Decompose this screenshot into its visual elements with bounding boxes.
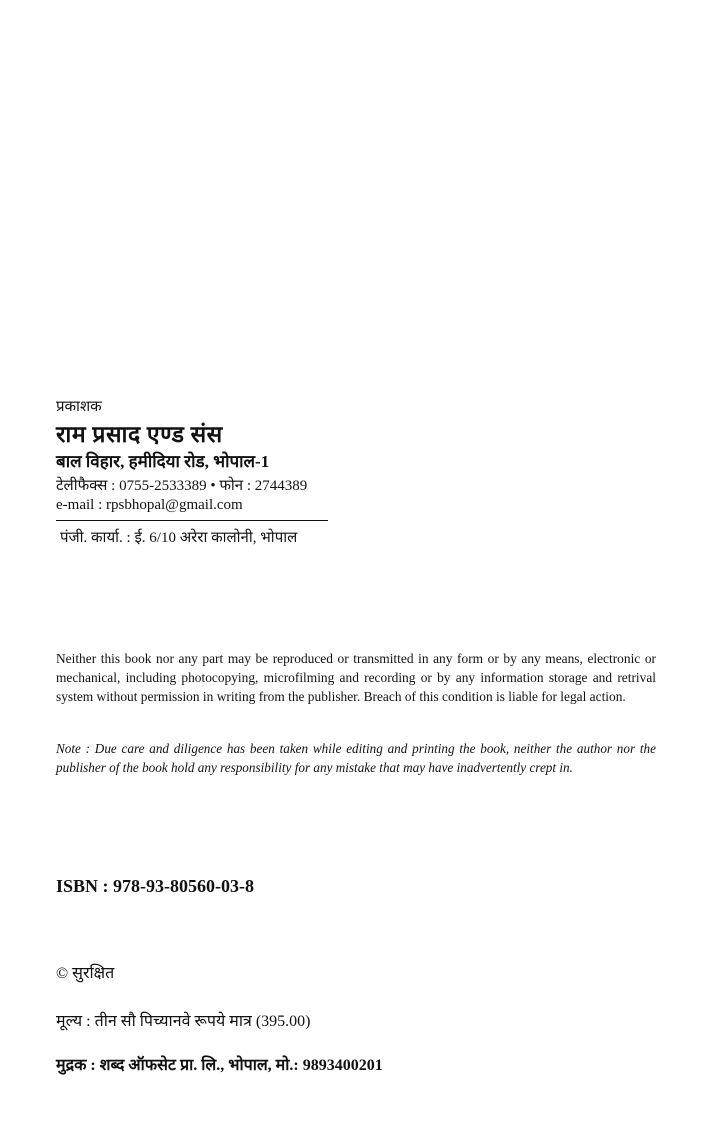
publisher-label: प्रकाशक bbox=[56, 399, 102, 415]
copyright-rights: © सुरक्षित bbox=[56, 965, 115, 982]
price: मूल्य : तीन सौ पिच्यानवे रूपये मात्र (395.00) bbox=[56, 1013, 311, 1030]
responsibility-note: Note : Due care and diligence has been taken while editing and printing the book, neither the author nor the publisher of the book hold any responsibility for any mistake that may have inadvertently crept in. bbox=[56, 741, 656, 775]
divider-rule bbox=[56, 520, 328, 521]
isbn: ISBN : 978-93-80560-03-8 bbox=[56, 876, 254, 896]
registered-office: पंजी. कार्या. : ई. 6/10 अरेरा कालोनी, भोपाल bbox=[60, 530, 298, 546]
publisher-email: e-mail : rpsbhopal@gmail.com bbox=[56, 497, 243, 513]
publisher-phones: टेलीफैक्स : 0755-2533389 • फोन : 2744389 bbox=[56, 478, 308, 494]
printer: मुद्रक : शब्द ऑफसेट प्रा. लि., भोपाल, मो.: 9893400201 bbox=[56, 1057, 383, 1074]
publisher-address: बाल विहार, हमीदिया रोड, भोपाल-1 bbox=[56, 452, 270, 471]
publisher-name: राम प्रसाद एण्ड संस bbox=[56, 422, 223, 447]
legal-notice: Neither this book nor any part may be reproduced or transmitted in any form or by any means, electronic or mechanical, including photocopying, microfilming and recording or by any information storage and retrival system without permission in writing from the publisher. Breach of this condition is liable for legal action. bbox=[56, 651, 656, 704]
